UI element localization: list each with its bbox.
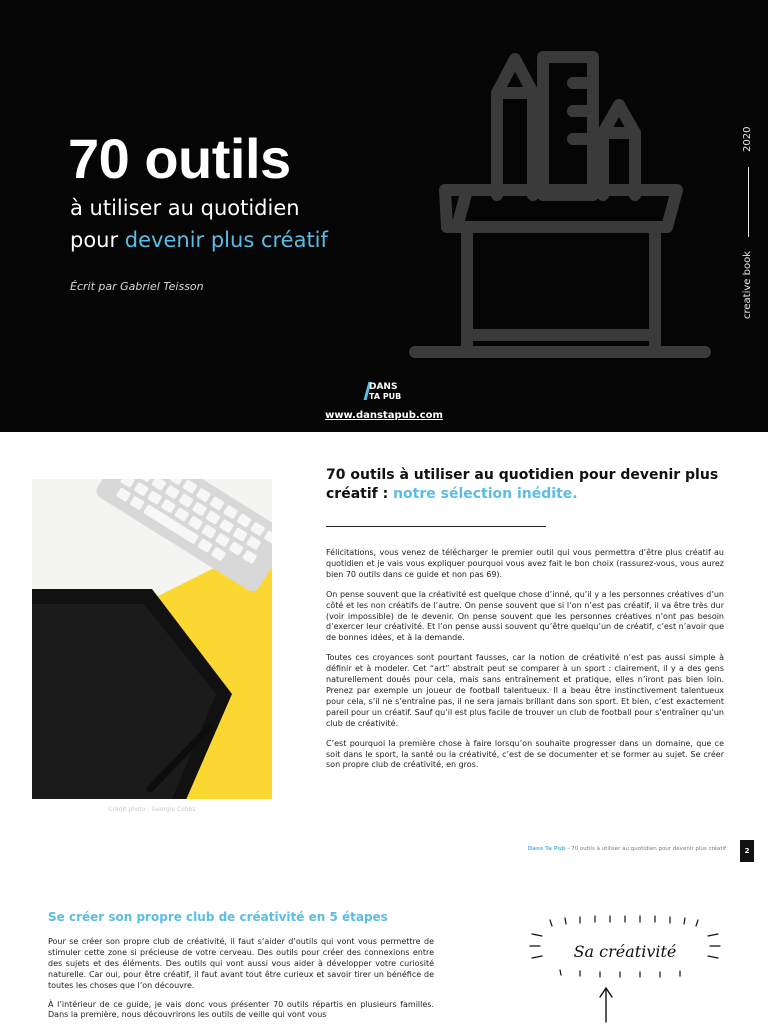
photo-credit: Crédit photo : Georgie Cobbs [108,806,196,813]
steps-text [48,937,434,1024]
cover-subtitle-accent: devenir plus créatif [124,228,328,252]
page-number: 2 [740,840,754,862]
cover-title: 70 outils [68,127,291,190]
page-footer [300,846,726,852]
cover-subtitle-line2 [70,228,328,252]
paragraph: On pense souvent que la créativité est quelque chose d’inné, qu’il y a les personnes créatives d’un côté et les non créatifs de l’autre. On pense souvent que si l’on n’est pas créatif, il va être très dur (voir impossible) de le devenir. On pense souvent que les personnes créatives n’ont pas besoin d’exercer leur créativité. Et l’on pense aussi souvent qu’être quelqu’un de créatif, c’est n’avoir que de bonnes idées, et à la demande. [326,589,724,643]
pencil-box-icon [405,45,725,365]
cover-author: Écrit par Gabriel Teisson [70,280,204,293]
sketch-text: Sa créativité [573,942,677,961]
paragraph: Pour se créer son propre club de créativité, il faut s’aider d’outils qui vont vous permettre de stimuler cette zone si précieuse de votre cerveau. Des outils pour créer des connexions entre des sujets et des éléments. Des outils qui vont aussi vous aider à développer votre curiosité naturelle. Car oui, pour être créatif, il faut avant tout être curieux et savoir tirer un bénéfice de toutes les choses que l’on découvre. [48,937,434,990]
cover-page [0,0,768,432]
brand-logo [366,381,406,403]
paragraph: C’est pourquoi la première chose à faire lorsqu’on souhaite progresser dans un domaine, que ce soit dans le sport, la santé ou la créativité, c’est de se documenter et se former au sujet. Se créer son propre club de créativité, en gros. [326,738,724,770]
desk-photo-illustration [32,479,272,799]
footer-brand: Dans Ta Pub [527,846,566,852]
logo-line1: DANS [369,382,398,392]
cover-subtitle-line1: à utiliser au quotidien [70,196,300,220]
paragraph: Toutes ces croyances sont pourtant fausses, car la notion de créativité n’est pas aussi simple à définir et à modeler. Cet “art” abstrait peut se comparer à un sport : clairement, il y a des gens naturellement doués pour cela, mais sans entraînement et pratique, elles n’iront pas bien loin. Prenez par exemple un joueur de football talentueux. Il a beau être instinctivement talentueux pour cela, s’il ne s’entraîne pas, il ne sera jamais brillant dans son sport. Et bien, c’est exactement pareil pour un créatif. Sauf qu’il est plus facile de trouver un club de football pour s’entraîner qu’un club de créativité. [326,653,724,728]
heading-divider [326,526,546,527]
creativity-sketch [520,912,730,1024]
section-heading-accent: notre sélection inédite. [393,486,578,502]
section-heading-main: 70 outils à utiliser au quotidien pour devenir plus créatif : [326,467,719,502]
vertical-divider [748,167,749,237]
logo-line2: TA PUB [369,392,402,401]
cover-year: 2020 [742,126,753,152]
section-heading [326,466,726,504]
paragraph: À l’intérieur de ce guide, je vais donc vous présenter 70 outils répartis en plusieurs familles. Dans la première, nous découvrirons les outils de veille qui vont vous [48,999,434,1020]
cover-vertical-meta [730,115,766,325]
intro-text [326,548,724,780]
desk-photo [32,479,272,799]
paragraph: Félicitations, vous venez de télécharger le premier outil qui vous permettra d’être plus créatif au quotidien et je vais vous expliquer pourquoi vous avez fait le bon choix (rassurez-vous, vous aurez bien 70 outils dans ce guide et non pas 69). [326,548,724,579]
footer-text: - 70 outils à utiliser au quotidien pour devenir plus créatif [565,846,726,852]
sketch-drawing [520,912,730,1024]
cover-book-label: creative book [742,251,753,319]
steps-heading: Se créer son propre club de créativité en 5 étapes [48,910,388,924]
cover-subtitle-prefix: pour [70,228,125,252]
site-url-link[interactable]: www.danstapub.com [325,410,443,421]
